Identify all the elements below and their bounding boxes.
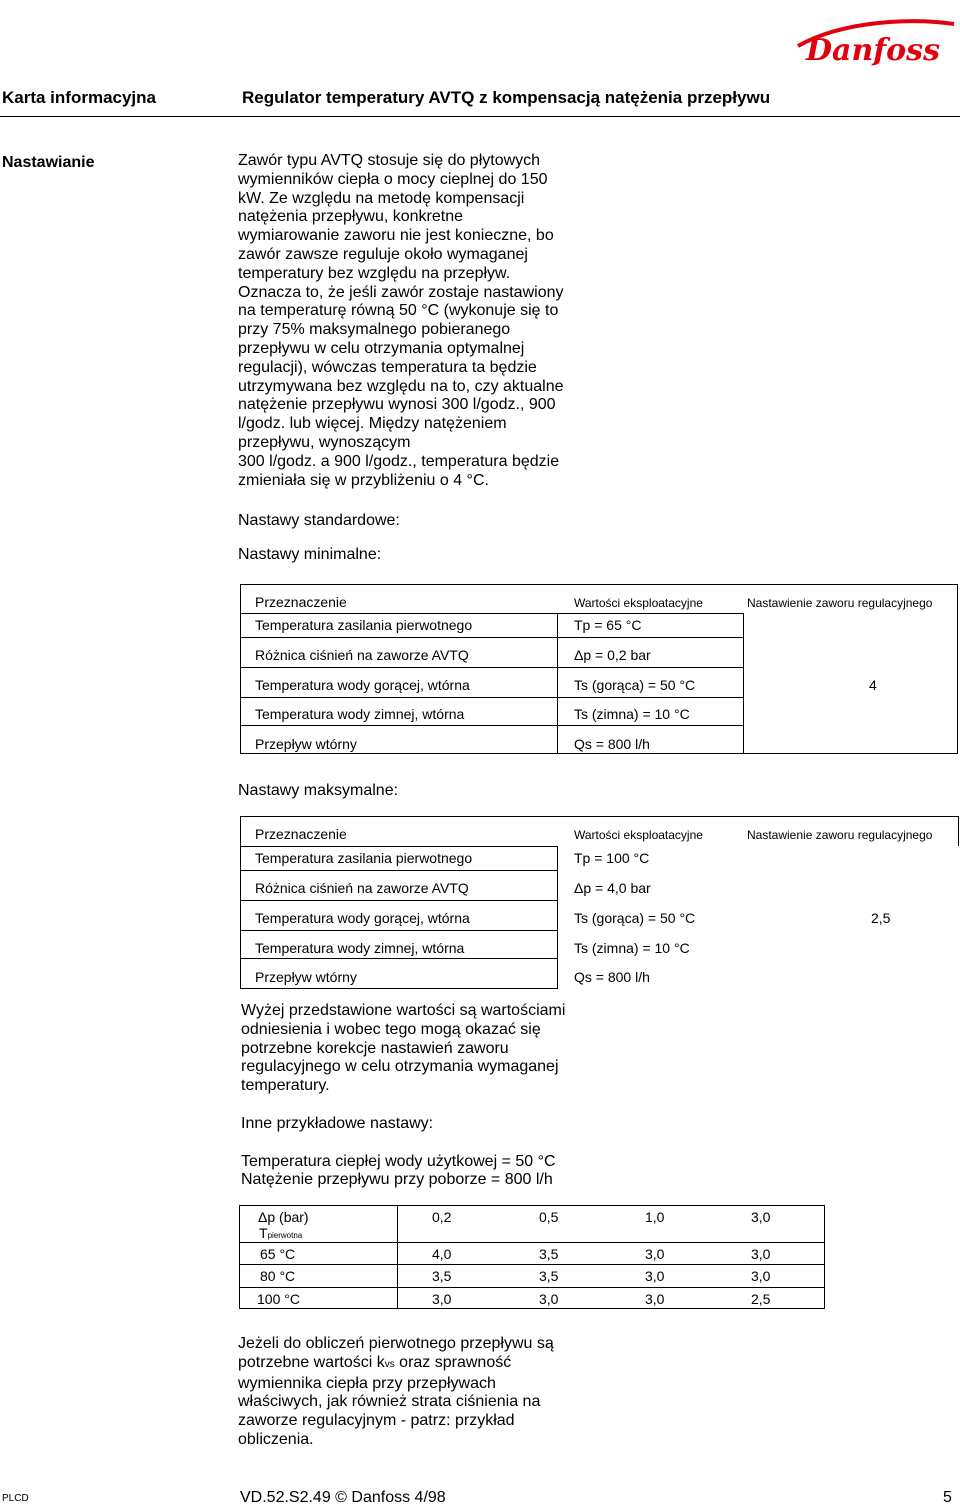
valve-setting-value: 4 bbox=[869, 677, 877, 693]
final-paragraph bbox=[238, 1335, 554, 1450]
final-paragraph-part1: Jeżeli do obliczeń pierwotnego przepływu są potrzebne wartości k bbox=[238, 1335, 554, 1371]
header-valve-setting: Nastawienie zaworu regulacyjnego bbox=[747, 596, 933, 610]
table-rule bbox=[240, 930, 558, 931]
standard-settings-label: Nastawy standardowe: bbox=[238, 512, 400, 529]
table-cell: 3,0 bbox=[432, 1291, 452, 1307]
header-valve-setting: Nastawienie zaworu regulacyjnego bbox=[747, 828, 933, 842]
table-cell: 3,0 bbox=[645, 1291, 665, 1307]
row-value: Qs = 800 l/h bbox=[574, 736, 650, 752]
row-value: Qs = 800 l/h bbox=[574, 969, 650, 985]
table-frame bbox=[239, 1205, 825, 1309]
footer-code: PLCD bbox=[2, 1493, 29, 1504]
table-rule bbox=[240, 870, 558, 871]
column-header: 1,0 bbox=[645, 1209, 665, 1225]
row-label: 100 °C bbox=[257, 1291, 300, 1307]
flow-rate-line: Natężenie przepływu przy poborze = 800 l/h bbox=[241, 1171, 553, 1188]
row-label: Różnica ciśnień na zaworze AVTQ bbox=[255, 880, 469, 896]
column-header: 0,5 bbox=[539, 1209, 559, 1225]
table-cell: 3,5 bbox=[539, 1268, 559, 1284]
row-label: 65 °C bbox=[260, 1246, 296, 1262]
table-cell: 3,0 bbox=[645, 1246, 665, 1262]
row-label: Temperatura wody gorącej, wtórna bbox=[255, 677, 470, 693]
table-rule bbox=[557, 846, 558, 988]
table-rule bbox=[240, 816, 958, 817]
table-rule bbox=[240, 900, 558, 901]
kvs-subscript: vs bbox=[384, 1358, 395, 1370]
row-label: Różnica ciśnień na zaworze AVTQ bbox=[255, 647, 469, 663]
table-cell: 3,5 bbox=[539, 1246, 559, 1262]
table-rule bbox=[240, 613, 743, 614]
table-rule bbox=[958, 816, 959, 846]
corner-temperature-main: T bbox=[259, 1225, 268, 1241]
table-cell: 3,0 bbox=[645, 1268, 665, 1284]
row-label: 80 °C bbox=[260, 1268, 296, 1284]
table-rule bbox=[239, 1264, 825, 1265]
row-label: Przepływ wtórny bbox=[255, 969, 357, 985]
table-rule bbox=[240, 958, 558, 959]
table-cell: 4,0 bbox=[432, 1246, 452, 1262]
row-label: Przepływ wtórny bbox=[255, 736, 357, 752]
danfoss-logo bbox=[794, 16, 956, 70]
table-rule bbox=[239, 1287, 825, 1288]
row-label: Temperatura wody gorącej, wtórna bbox=[255, 910, 470, 926]
page-title: Regulator temperatury AVTQ z kompensacją natężenia przepływu bbox=[242, 88, 771, 107]
final-paragraph-part2: oraz sprawność wymiennika ciepła przy przepływach właściwych, jak również strata ciśnienia na zaworze regulacyjnym - patrz: przykład obliczenia. bbox=[238, 1353, 541, 1448]
row-label: Temperatura wody zimnej, wtórna bbox=[255, 940, 465, 956]
document-type: Karta informacyjna bbox=[2, 88, 156, 107]
header-purpose: Przeznaczenie bbox=[255, 594, 347, 610]
valve-setting-value: 2,5 bbox=[871, 910, 891, 926]
row-value: Ts (gorąca) = 50 °C bbox=[574, 910, 696, 926]
corner-temperature-sub: pierwotna bbox=[267, 1231, 303, 1240]
section-label: Nastawianie bbox=[2, 154, 95, 171]
table-cell: 3,0 bbox=[751, 1246, 771, 1262]
table-rule bbox=[397, 1205, 398, 1309]
column-header: 3,0 bbox=[751, 1209, 771, 1225]
header-operating-values: Wartości eksploatacyjne bbox=[574, 828, 703, 842]
row-label: Temperatura zasilania pierwotnego bbox=[255, 617, 473, 633]
table-rule bbox=[240, 816, 241, 988]
table-cell: 3,0 bbox=[751, 1268, 771, 1284]
table-rule bbox=[240, 667, 743, 668]
row-label: Temperatura wody zimnej, wtórna bbox=[255, 706, 465, 722]
min-settings-label: Nastawy minimalne: bbox=[238, 546, 382, 563]
svg-text:Danfoss: Danfoss bbox=[806, 33, 940, 68]
table-rule bbox=[240, 725, 743, 726]
footer-reference: VD.52.S2.49 © Danfoss 4/98 bbox=[240, 1489, 446, 1506]
table-cell: 3,5 bbox=[432, 1268, 452, 1284]
table-cell: 2,5 bbox=[751, 1291, 771, 1307]
table-rule bbox=[240, 697, 743, 698]
header-operating-values: Wartości eksploatacyjne bbox=[574, 596, 703, 610]
table-rule bbox=[240, 846, 558, 847]
column-header: 0,2 bbox=[432, 1209, 452, 1225]
row-value: Δp = 0,2 bar bbox=[574, 647, 651, 663]
table-rule bbox=[743, 613, 744, 754]
header-rule bbox=[0, 116, 960, 117]
row-value: Ts (gorąca) = 50 °C bbox=[574, 677, 696, 693]
header-purpose: Przeznaczenie bbox=[255, 826, 347, 842]
corner-pressure-label: Δp (bar) bbox=[258, 1209, 309, 1225]
row-label: Temperatura zasilania pierwotnego bbox=[255, 850, 473, 866]
row-value: Ts (zimna) = 10 °C bbox=[574, 706, 690, 722]
table-rule bbox=[557, 613, 558, 754]
max-settings-label: Nastawy maksymalne: bbox=[238, 782, 399, 799]
page-number: 5 bbox=[943, 1489, 952, 1506]
row-value: Δp = 4,0 bar bbox=[574, 880, 651, 896]
row-value: Ts (zimna) = 10 °C bbox=[574, 940, 690, 956]
table-rule bbox=[240, 637, 743, 638]
dhw-temperature-line: Temperatura ciepłej wody użytkowej = 50 °C bbox=[241, 1153, 556, 1170]
table-cell: 3,0 bbox=[539, 1291, 559, 1307]
intro-paragraph: Zawór typu AVTQ stosuje się do płytowych wymienników ciepła o mocy cieplnej do 150 kW. Ze względu na metodę kompensacji natężenia przepływu, konkretne wymiarowanie zaworu nie jest konieczne, bo zawór zawsze reguluje około wymaganej temperatury bez względu na przepływ. Oznacza to, że jeśli zawór zostaje nastawiony na temperaturę równą 50 °C (wykonuje się to przy 75% maksymalnego pobieranego przepływu w celu otrzymania optymalnej regulacji), wówczas temperatura ta będzie utrzymywana bez względu na to, czy aktualne natężenie przepływu wynosi 300 l/godz., 900 l/godz. lub więcej. Między natężeniem przepływu, wynoszącym 300 l/godz. a 900 l/godz., temperatura będzie zmieniała się w przybliżeniu o 4 °C. bbox=[238, 152, 564, 489]
reference-note: Wyżej przedstawione wartości są wartościami odniesienia i wobec tego mogą okazać się potrzebne korekcje nastawień zaworu regulacyjnego w celu otrzymania wymaganej temperatury. bbox=[241, 1002, 566, 1095]
row-value: Tp = 65 °C bbox=[574, 617, 642, 633]
corner-temperature-label bbox=[259, 1225, 302, 1241]
other-settings-label: Inne przykładowe nastawy: bbox=[241, 1115, 434, 1132]
table-rule bbox=[239, 1242, 825, 1243]
table-rule bbox=[240, 988, 558, 989]
row-value: Tp = 100 °C bbox=[574, 850, 650, 866]
